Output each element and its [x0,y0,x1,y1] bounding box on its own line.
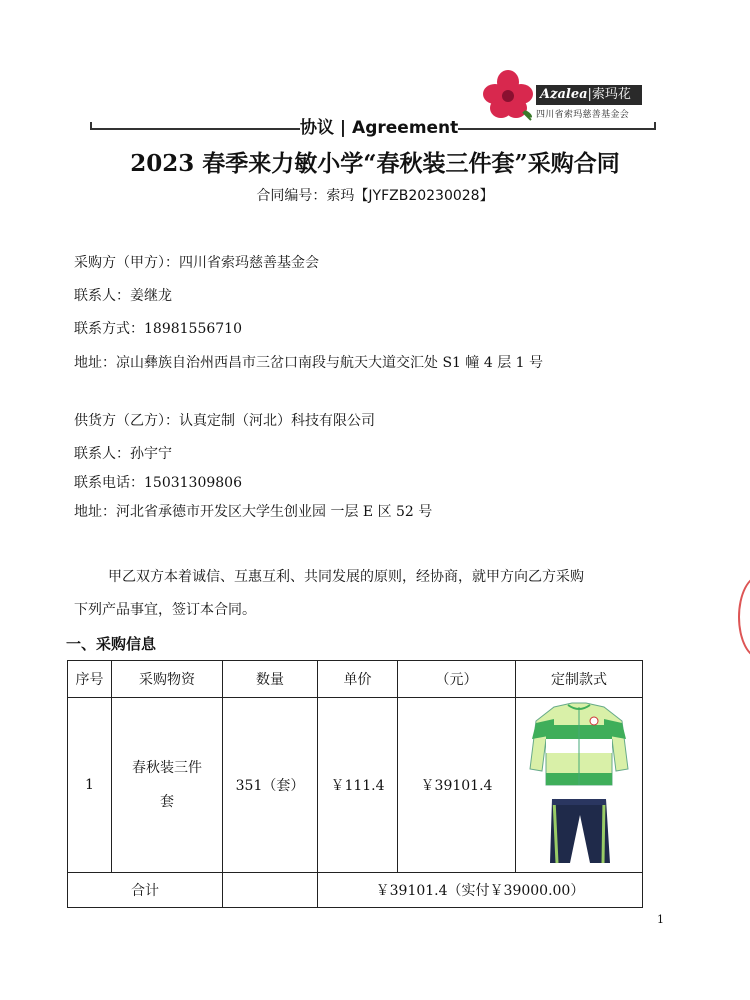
cell-amount: ￥39101.4 [398,698,516,873]
party-b-name: 供货方（乙方）：认真定制（河北）科技有限公司 [74,413,375,429]
table-row [68,698,643,873]
total-label: 合计 [68,873,223,908]
party-b-contact: 联系人：孙宇宁 [74,446,172,462]
seal-stamp-edge [738,575,750,659]
total-value: ￥39101.4（实付￥39000.00） [318,873,643,908]
col-header-no: 序号 [68,661,112,698]
col-header-unit-price: 单价 [318,661,398,698]
agreement-label: 协议 | Agreement [300,118,459,138]
col-header-style: 定制款式 [516,661,643,698]
logo-brand-en: Azalea [540,87,588,102]
intro-line-2: 下列产品事宜，签订本合同。 [74,602,256,618]
cell-item [112,698,223,873]
party-b-address: 地址：河北省承德市开发区大学生创业园 一层 E 区 52 号 [74,504,433,520]
contract-number: 合同编号：索玛【JYFZB20230028】 [256,188,494,204]
header-rule-left [90,128,300,130]
azalea-flower-logo [481,68,535,122]
party-a-address: 地址：凉山彝族自治州西昌市三岔口南段与航天大道交汇处 S1 幢 4 层 1 号 [74,355,544,371]
table-total-row [68,873,643,908]
party-b-phone: 联系电话：15031309806 [74,475,242,491]
cell-no: 1 [68,698,112,873]
party-a-phone: 联系方式：18981556710 [74,321,242,337]
purchase-table [67,660,643,908]
col-header-qty: 数量 [223,661,318,698]
cell-item-line1: 春秋装三件 [132,760,202,776]
page-number: 1 [657,913,664,926]
section-heading-purchase-info: 一、采购信息 [66,635,157,653]
header-rule-right [458,128,656,130]
intro-line-1: 甲乙双方本着诚信、互惠互利、共同发展的原则，经协商，就甲方向乙方采购 [108,569,584,585]
cell-unit-price: ￥111.4 [318,698,398,873]
logo-brand-cn: 索玛花 [591,87,631,102]
total-empty-cell [223,873,318,908]
logo-org-name: 四川省索玛慈善基金会 [536,110,630,120]
party-a-contact: 联系人：姜继龙 [74,288,172,304]
jacket-and-pants-image [524,699,634,867]
cell-item-line2: 套 [160,794,174,810]
cell-style [516,698,643,873]
table-header-row [68,661,643,698]
col-header-item: 采购物资 [112,661,223,698]
logo-banner: Azalea|索玛花 [536,85,642,105]
document-title: 2023 春季来力敏小学“春秋装三件套”采购合同 [130,150,620,177]
party-a-name: 采购方（甲方）：四川省索玛慈善基金会 [74,255,319,271]
col-header-amount: （元） [398,661,516,698]
cell-qty: 351（套） [223,698,318,873]
